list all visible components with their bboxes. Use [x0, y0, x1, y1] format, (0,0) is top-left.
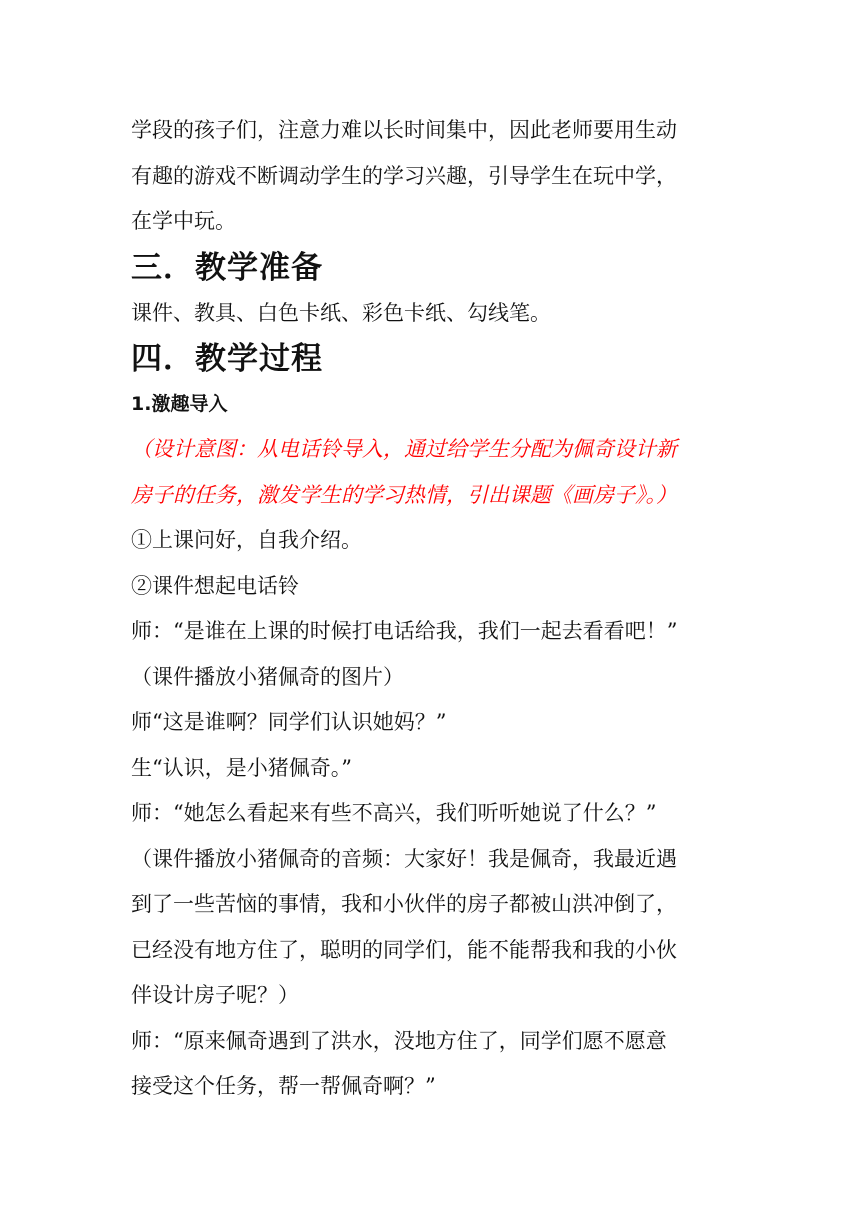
- design-intent-line-1: （设计意图：从电话铃导入，通过给学生分配为佩奇设计新: [131, 437, 677, 461]
- subsection-1-heading: 1.激趣导入: [131, 393, 228, 415]
- process-line: 师：“她怎么看起来有些不高兴，我们听听她说了什么？”: [131, 801, 657, 825]
- process-line: 接受这个任务，帮一帮佩奇啊？”: [131, 1074, 436, 1098]
- section-3-heading: 三．教学准备: [131, 249, 323, 286]
- section-3-text: 课件、教具、白色卡纸、彩色卡纸、勾线笔。: [131, 300, 551, 325]
- intro-line-1: 学段的孩子们，注意力难以长时间集中，因此老师要用生动: [131, 118, 677, 142]
- intro-line-3: 在学中玩。: [131, 209, 236, 233]
- document-page: [131, 108, 741, 1110]
- process-line: 师：“是谁在上课的时候打电话给我，我们一起去看看吧！”: [131, 619, 678, 643]
- process-line: （课件播放小猪佩奇的图片）: [131, 664, 404, 689]
- process-line: （课件播放小猪佩奇的音频：大家好！我是佩奇，我最近遇: [131, 846, 677, 871]
- section-4-heading: 四．教学过程: [131, 341, 323, 377]
- process-line: 已经没有地方住了，聪明的同学们，能不能帮我和我的小伙: [131, 937, 677, 962]
- process-line: ②课件想起电话铃: [131, 573, 299, 598]
- intro-line-2: 有趣的游戏不断调动学生的学习兴趣，引导学生在玩中学，: [131, 163, 677, 188]
- process-line: 伴设计房子呢？）: [131, 983, 299, 1007]
- design-intent-line-2: 房子的任务，激发学生的学习热情，引出课题《画房子》。）: [131, 482, 677, 507]
- process-line: 到了一些苦恼的事情，我和小伙伴的房子都被山洪冲倒了，: [131, 892, 677, 916]
- process-line: 生“认识，是小猪佩奇。”: [131, 755, 352, 780]
- process-line: 师：“原来佩奇遇到了洪水，没地方住了，同学们愿不愿意: [131, 1028, 667, 1053]
- process-line: 师“这是谁啊？同学们认识她妈？”: [131, 710, 447, 734]
- process-line: ①上课问好，自我介绍。: [131, 528, 362, 552]
